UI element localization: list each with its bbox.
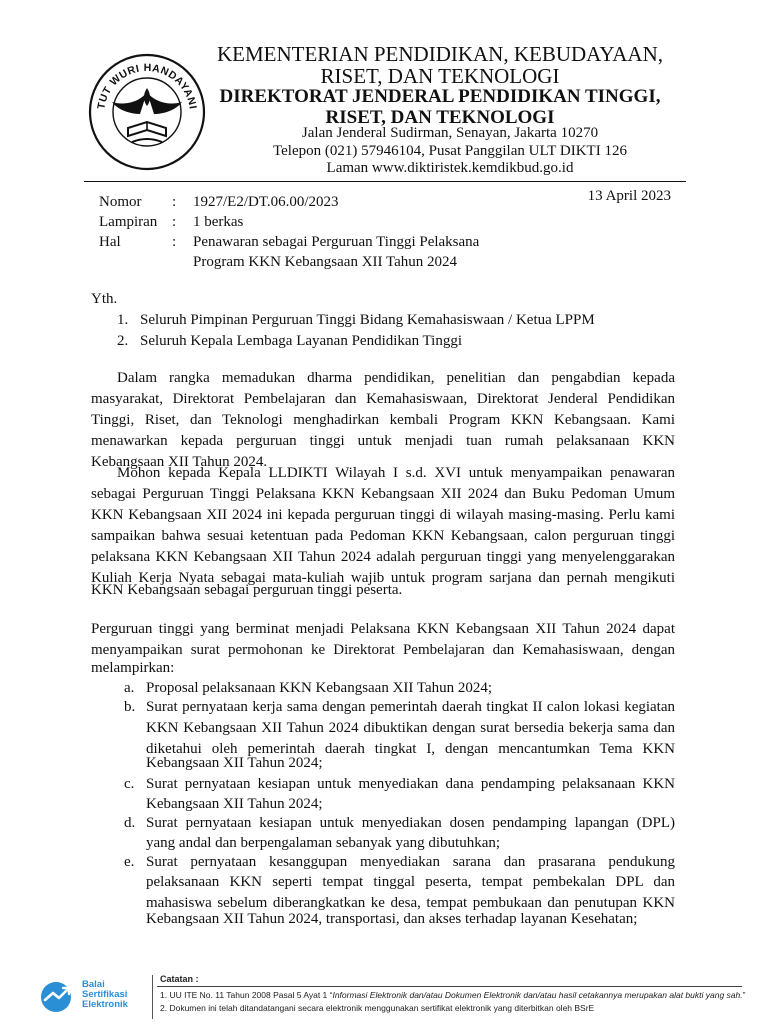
para2-line: Kuliah Kerja Nyata sebagai mata-kuliah wajib untuk program sarjana dan pernah mengikuti	[91, 570, 675, 586]
address: Jalan Jenderal Sudirman, Senayan, Jakarta 10270	[301, 125, 599, 141]
para1-line: Dalam rangka memadukan dharma pendidikan, penelitian dan pengabdian kepada	[117, 370, 675, 386]
para1-line: menawarkan kepada perguruan tinggi untuk menjadi tuan rumah pelaksanaan KKN	[91, 433, 675, 449]
svg-text:TUT WURI HANDAYANI: TUT WURI HANDAYANI	[95, 61, 199, 111]
para1-line: Kebangsaan XII Tahun 2024.	[91, 454, 268, 470]
footer-note-1-suffix: ”	[742, 990, 746, 1000]
header-divider	[84, 181, 686, 182]
footer-note-1-quote: Informasi Elektronik dan/atau Dokumen Elektronik dan/atau hasil cetakannya merupakan alat bukti yang sah.	[332, 990, 743, 1000]
recipient-number: 2.	[117, 333, 129, 349]
nomor-label: Nomor	[99, 194, 142, 210]
list-item-line: yang andal dan berpengalaman sebanyak yang dibutuhkan;	[146, 835, 501, 851]
hal-value-line-2: Program KKN Kebangsaan XII Tahun 2024	[193, 254, 458, 270]
phone: Telepon (021) 57946104, Pusat Panggilan ULT DIKTI 126	[273, 143, 627, 159]
nomor-colon: :	[172, 194, 177, 210]
footer-note-2: 2. Dokumen ini telah ditandatangani secara elektronik menggunakan sertifikat elektronik yang diterbitkan oleh BSrE	[160, 1003, 595, 1013]
hal-colon: :	[172, 234, 177, 250]
footer-catatan: Catatan :	[160, 974, 199, 984]
bsre-brand-line: Balai	[82, 979, 105, 990]
recipient-item: Seluruh Pimpinan Perguruan Tinggi Bidang Kemahasiswaan / Ketua LPPM	[140, 312, 595, 328]
list-letter: e.	[124, 854, 135, 870]
list-item-line: diketahui oleh pemerintah daerah tingkat I, dengan mencantumkan Tema KKN	[146, 741, 675, 757]
hal-value-line-1: Penawaran sebagai Perguruan Tinggi Pelaksana	[193, 234, 480, 250]
letter-date: 13 April 2023	[587, 188, 671, 204]
nomor-value: 1927/E2/DT.06.00/2023	[193, 194, 339, 210]
para2-line: Mohon kepada Kepala LLDIKTI Wilayah I s.d. XVI untuk menyampaikan penawaran	[117, 465, 675, 481]
list-item-line: pelaksanaan KKN seperti tempat tinggal peserta, tempat pembekalan DPL dan	[146, 874, 675, 890]
list-item-line: KKN Kebangsaan XII Tahun 2024 dibuktikan dengan surat bersedia bekerja sama dan	[146, 720, 675, 736]
footer-divider	[157, 986, 742, 987]
salutation: Yth.	[91, 291, 118, 307]
directorate-name-line-1: DIREKTORAT JENDERAL PENDIDIKAN TINGGI,	[219, 86, 661, 107]
lampiran-label: Lampiran	[99, 214, 158, 230]
list-letter: a.	[124, 680, 135, 696]
list-item-line: Surat pernyataan kesiapan untuk menyediakan dana pendamping pelaksanaan KKN	[146, 776, 675, 792]
para3-line: menyampaikan surat permohonan ke Direktorat Pembelajaran dan Kemahasiswaan, dengan	[91, 642, 675, 658]
para2-line: sampaikan bahwa sesuai ketentuan pada Pedoman KKN Kebangsaan, calon perguruan tinggi	[91, 528, 675, 544]
bsre-logo-icon	[37, 978, 81, 1016]
bsre-brand	[82, 980, 128, 1010]
list-item-line: Surat pernyataan kesanggupan menyediakan sarana dan prasarana pendukung	[146, 854, 675, 870]
ministry-name-line-2: RISET, DAN TEKNOLOGI	[320, 64, 560, 88]
list-item-line: Surat pernyataan kesiapan untuk menyediakan dosen pendamping lapangan (DPL)	[146, 815, 675, 831]
website[interactable]: Laman www.diktiristek.kemdikbud.go.id	[326, 160, 574, 176]
list-item-line: Proposal pelaksanaan KKN Kebangsaan XII Tahun 2024;	[146, 680, 493, 696]
list-letter: d.	[124, 815, 136, 831]
bsre-brand-line: Sertifikasi	[82, 989, 128, 1000]
lampiran-colon: :	[172, 214, 177, 230]
para2-line: sebagai Perguruan Tinggi Pelaksana KKN Kebangsaan XII 2024 dan Buku Pedoman Umum	[91, 486, 675, 502]
para2-line: pelaksana KKN Kebangsaan XII Tahun 2024 adalah perguruan tinggi yang menyelenggarakan	[91, 549, 675, 565]
list-item-line: Kebangsaan XII Tahun 2024;	[146, 796, 323, 812]
list-item-line: Kebangsaan XII Tahun 2024, transportasi, dan akses terhadap layanan Kesehatan;	[146, 911, 638, 927]
para1-line: Tinggi, Riset, dan Teknologi menghadirkan kembali Program KKN Kebangsaan. Kami	[91, 412, 675, 428]
recipient-number: 1.	[117, 312, 129, 328]
para3-line: Perguruan tinggi yang berminat menjadi Pelaksana KKN Kebangsaan XII Tahun 2024 dapat	[91, 621, 675, 637]
list-item-line: mahasiswa sebelum diberangkatkan ke desa, tempat pembukaan dan penutupan KKN	[146, 895, 675, 911]
list-letter: b.	[124, 699, 136, 715]
para2-line: KKN Kebangsaan XII 2024 ini kepada perguruan tinggi di wilayah masing-masing. Perlu kami	[91, 507, 675, 523]
recipient-item: Seluruh Kepala Lembaga Layanan Pendidikan Tinggi	[140, 333, 463, 349]
directorate-name-line-2: RISET, DAN TEKNOLOGI	[325, 107, 555, 128]
bsre-brand-line: Elektronik	[82, 999, 128, 1010]
lampiran-value: 1 berkas	[193, 214, 244, 230]
footer-note-1-prefix: 1. UU ITE No. 11 Tahun 2008 Pasal 5 Ayat 1 “	[160, 990, 333, 1000]
para2-line: KKN Kebangsaan sebagai perguruan tinggi peserta.	[91, 582, 403, 598]
ministry-name-line-1: KEMENTERIAN PENDIDIKAN, KEBUDAYAAN,	[216, 42, 664, 66]
hal-label: Hal	[99, 234, 121, 250]
para3-line: melampirkan:	[91, 660, 175, 676]
footer-note-1	[160, 990, 745, 1000]
list-letter: c.	[124, 776, 135, 792]
list-item-line: Surat pernyataan kerja sama dengan pemerintah daerah tingkat II calon lokasi kegiatan	[146, 699, 675, 715]
list-item-line: Kebangsaan XII Tahun 2024;	[146, 755, 323, 771]
para1-line: masyarakat, Direktorat Pembelajaran dan Kemahasiswaan, Direktorat Jenderal Pendidikan	[91, 391, 675, 407]
